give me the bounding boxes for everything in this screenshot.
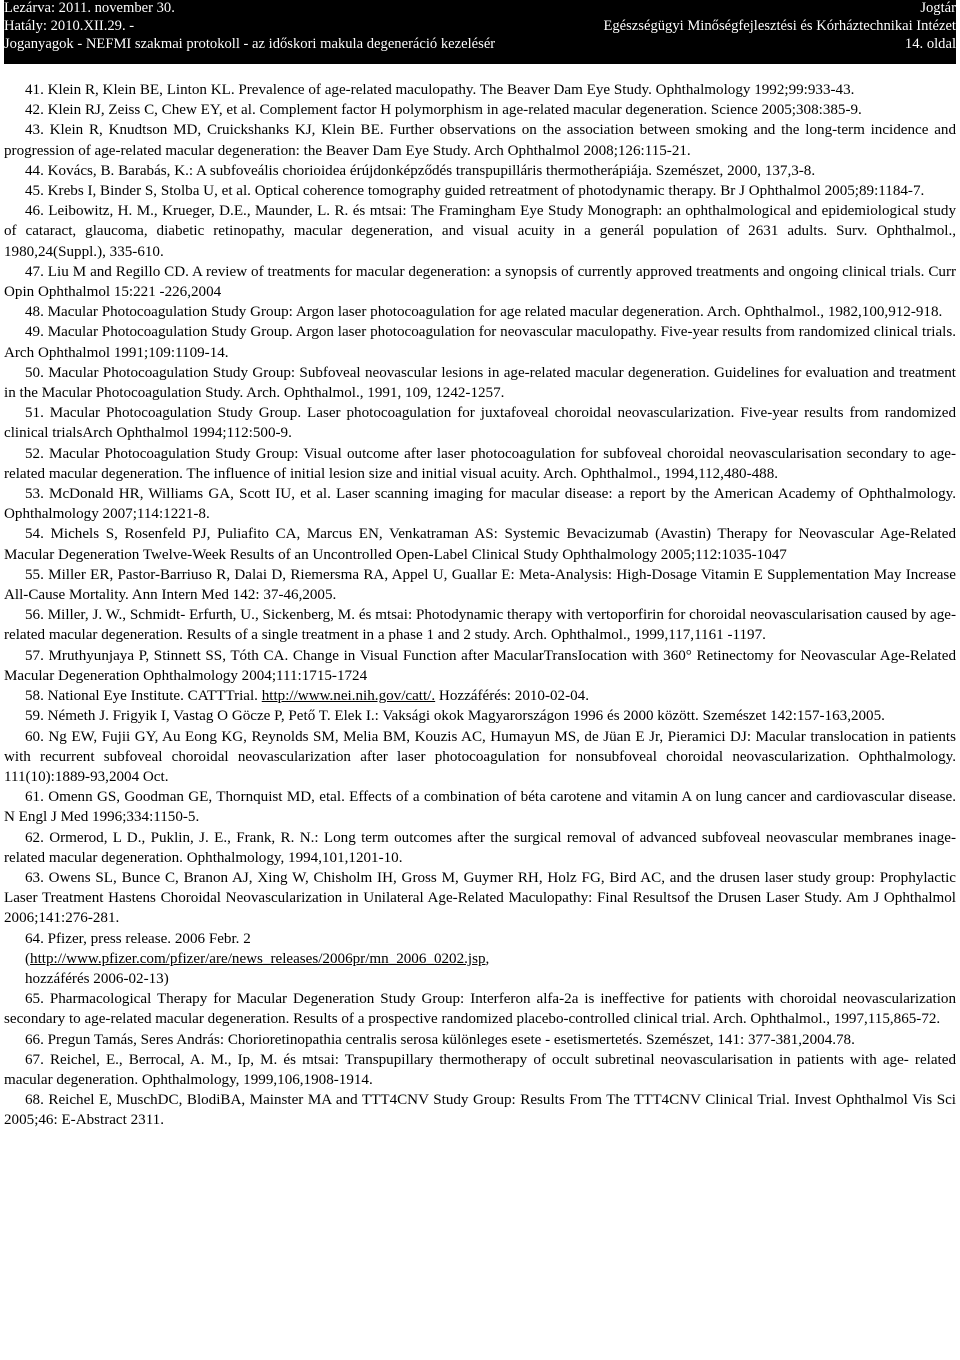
- reference-item: 46. Leibowitz, H. M., Krueger, D.E., Maunder, L. R. és mtsai: The Framingham Eye Study Monograph: an ophthalmological and epidemiological study of cataract, glaucoma, diabetic retinopathy, macular degeneration, and visual acuity in a generál population of 2631 adults. Surv. Ophthalmol., 1980,24(Suppl.), 335-610.: [4, 203, 956, 260]
- reference-item: 51. Macular Photocoagulation Study Group. Laser photocoagulation for juxtafoveal choroidal neovascularization. Five-year results from randomized clinical trialsArch Ophthalmol 1994;112:500-9.: [4, 405, 956, 442]
- reference-item: 49. Macular Photocoagulation Study Group. Argon laser photocoagulation for neovascular maculopathy. Five-year results from randomized clinical trials. Arch Ophthalmol 1991;109:1109-14.: [4, 324, 956, 361]
- reference-url-line: [4, 949, 956, 969]
- reference-item: 60. Ng EW, Fujii GY, Au Eong KG, Reynolds SM, Melia BM, Kouzis AC, Humayun MS, de Jüan E Jr, Pieramici DJ: Macular translocation in patients with recurrent subfoveal choroidal neovascularization after laser photocoagulation for nonsubfoveal choroidal neovascularization. Ophthalmology. 111(10):1889-93,2004 Oct.: [4, 728, 956, 785]
- header-document-title: Joganyagok - NEFMI szakmai protokoll - az időskori makula degeneráció kezelésér: [4, 36, 496, 52]
- reference-item: 41. Klein R, Klein BE, Linton KL. Prevalence of age-related maculopathy. The Beaver Dam Eye Study. Ophthalmology 1992;99:933-43.: [25, 82, 855, 98]
- reference-item: 48. Macular Photocoagulation Study Group: Argon laser photocoagulation for age related macular degeneration. Arch. Ophthalmol., 1982,100,912-918.: [25, 304, 943, 321]
- reference-item: 53. McDonald HR, Williams GA, Scott IU, et al. Laser scanning imaging for macular disease: a report by the American Academy of Ophthalmology. Ophthalmology 2007;114:1221-8.: [4, 486, 956, 523]
- reference-item: [4, 929, 956, 990]
- reference-item: 52. Macular Photocoagulation Study Group: Visual outcome after laser photocoagulation for subfoveal choroidal neovascularisation secondary to age-related macular degeneration. The influence of initial lesion size and initial visual acuity. Arch. Ophthalmol., 1994,112,480-488.: [4, 445, 956, 482]
- reference-item: 47. Liu M and Regillo CD. A review of treatments for macular degeneration: a synopsis of currently approved treatments and ongoing clinical trials. Curr Opin Ophthalmol 15:221 -226,2004: [4, 263, 956, 301]
- reference-text: hozzáférés 2006-02-13): [25, 970, 169, 987]
- reference-item: 57. Mruthyunjaya P, Stinnett SS, Tóth CA. Change in Visual Function after MacularTransIocation with 360° Retinectomy for Neovascular Age-Related Macular Degeneration Ophthalmology 2004;111:1715-1724: [4, 647, 956, 684]
- reference-item: 55. Miller ER, Pastor-Barriuso R, Dalai D, Riemersma RA, Appel U, Guallar E: Meta-Analysis: High-Dosage Vitamin E Supplementation May Increase All-Cause Mortality. Ann Intern Med 142: 37-46,2005.: [4, 566, 956, 604]
- reference-item: 43. Klein R, Knudtson MD, Cruickshanks KJ, Klein BE. Further observations on the association between smoking and the long-term incidence and progression of age-related macular degeneration: the Beaver Dam Eye Study. Arch Ophthalmol 2008;126:115-21.: [4, 122, 956, 159]
- reference-item: 44. Kovács, B. Barabás, K.: A subfoveális chorioidea érújdonképződés transpupilláris thermotherápiája. Szemészet, 2000, 137,3-8.: [25, 162, 816, 179]
- reference-link[interactable]: http://www.pfizer.com/pfizer/are/news_releases/2006pr/mn_2006_0202.jsp: [30, 950, 486, 967]
- header-closed-date: Lezárva: 2011. november 30.: [4, 0, 175, 16]
- header-institute: Egészségügyi Minőségfejlesztési és Kórháztechnikai Intézet: [603, 18, 956, 34]
- header-publisher: Jogtár: [920, 0, 956, 16]
- reference-item: 56. Miller, J. W., Schmidt- Erfurth, U., Sickenberg, M. és mtsai: Photodynamic therapy with vertoporfirin for choroidal neovascularisation caused by age- related macular degeneration. Results of a single treatment in a phase 1 and 2 study. Arch. Ophthalmol., 1999,117,1161 -1197.: [4, 607, 956, 644]
- header-page-number: 14. oldal: [904, 36, 956, 52]
- reference-text: 58. National Eye Institute. CATTTrial.: [25, 688, 262, 705]
- reference-item: 54. Michels S, Rosenfeld PJ, Puliafito CA, Marcus EN, Venkatraman AS: Systemic Bevacizumab (Avastin) Therapy for Neovascular Age-Related Macular Degeneration Twelve-Week Results of an Uncontrolled Open-Label Clinical Study Ophthalmology 2005;112:1035-1047: [4, 526, 956, 563]
- reference-item: 50. Macular Photocoagulation Study Group: Subfoveal neovascular lesions in age-related macular degeneration. Guidelines for evaluation and treatment in the Macular Photocoagulation Study. Arch. Ophthalmol., 1991, 109, 1242-1257.: [4, 364, 956, 402]
- reference-item: 68. Reichel E, MuschDC, BlodiBA, Mainster MA and TTT4CNV Study Group: Results From The TTT4CNV Clinical Trial. Invest Ophthalmol Vis Sci 2005;46: E-Abstract 2311.: [4, 1092, 956, 1129]
- reference-item: 63. Owens SL, Bunce C, Branon AJ, Xing W, Chisholm IH, Gross M, Guymer RH, Holz FG, Bird AC, and the drusen laser study group: Prophylactic Laser Treatment Hastens Choroidal Neovascularization in Unilateral Age-Related Maculopathy: Final Resultsof the Drusen Laser Study. Am J Ophthalmol 2006;141:276-281.: [4, 869, 956, 927]
- reference-text: 64. Pfizer, press release. 2006 Febr. 2: [25, 930, 251, 947]
- reference-item: [4, 686, 956, 706]
- reference-item: 67. Reichel, E., Berrocal, A. M., Ip, M. és mtsai: Transpupillary thermotherapy of occult subretinal neovascularisation in patients with age- related macular degeneration. Ophthalmology, 1999,106,1908-1914.: [4, 1051, 956, 1088]
- page-header: [4, 0, 956, 64]
- open-paren: (: [25, 950, 31, 967]
- reference-item: 42. Klein RJ, Zeiss C, Chew EY, et al. Complement factor H polymorphism in age-related macular degeneration. Science 2005;308:385-9.: [25, 102, 862, 119]
- reference-item: 66. Pregun Tamás, Seres András: Chorioretinopathia centralis serosa különleges esete - esetismertetés. Szemészet, 141: 377-381,2004.78.: [25, 1031, 855, 1048]
- reference-item: 62. Ormerod, L D., Puklin, J. E., Frank, R. N.: Long term outcomes after the surgical removal of advanced subfoveal neovascular membranes inage- related macular degeneration. Ophthalmology, 1994,101,1201-10.: [4, 829, 956, 866]
- reference-link[interactable]: http://www.nei.nih.gov/catt/.: [261, 688, 436, 705]
- reference-item: 65. Pharmacological Therapy for Macular Degeneration Study Group: Interferon alfa-2a is ineffective for patients with choroidal neovascularization secondary to age-related macular degeneration. Results of a prospective randomized placebo-controlled clinical trial. Arch. Ophthalmol., 1997,115,865-72.: [4, 991, 956, 1028]
- comma: ,: [485, 950, 490, 967]
- reference-list: [4, 80, 956, 1131]
- reference-item: 61. Omenn GS, Goodman GE, Thornquist MD, etal. Effects of a combination of béta carotene and vitamin A on lung cancer and cardiovascular disease. N Engl J Med 1996;334:1150-5.: [4, 789, 956, 826]
- reference-item: 59. Németh J. Frigyik I, Vastag O Göcze P, Pető T. Elek I.: Vaksági okok Magyarországon 1996 és 2000 között. Szemészet 142:157-163,2005.: [25, 708, 885, 725]
- reference-text: Hozzáférés: 2010-02-04.: [435, 688, 589, 705]
- header-effective-date: Hatály: 2010.XII.29. -: [4, 18, 135, 34]
- reference-item: 45. Krebs I, Binder S, Stolba U, et al. Optical coherence tomography guided retreatment of photodynamic therapy. Br J Ophthalmol 2005;89:1184-7.: [25, 183, 925, 200]
